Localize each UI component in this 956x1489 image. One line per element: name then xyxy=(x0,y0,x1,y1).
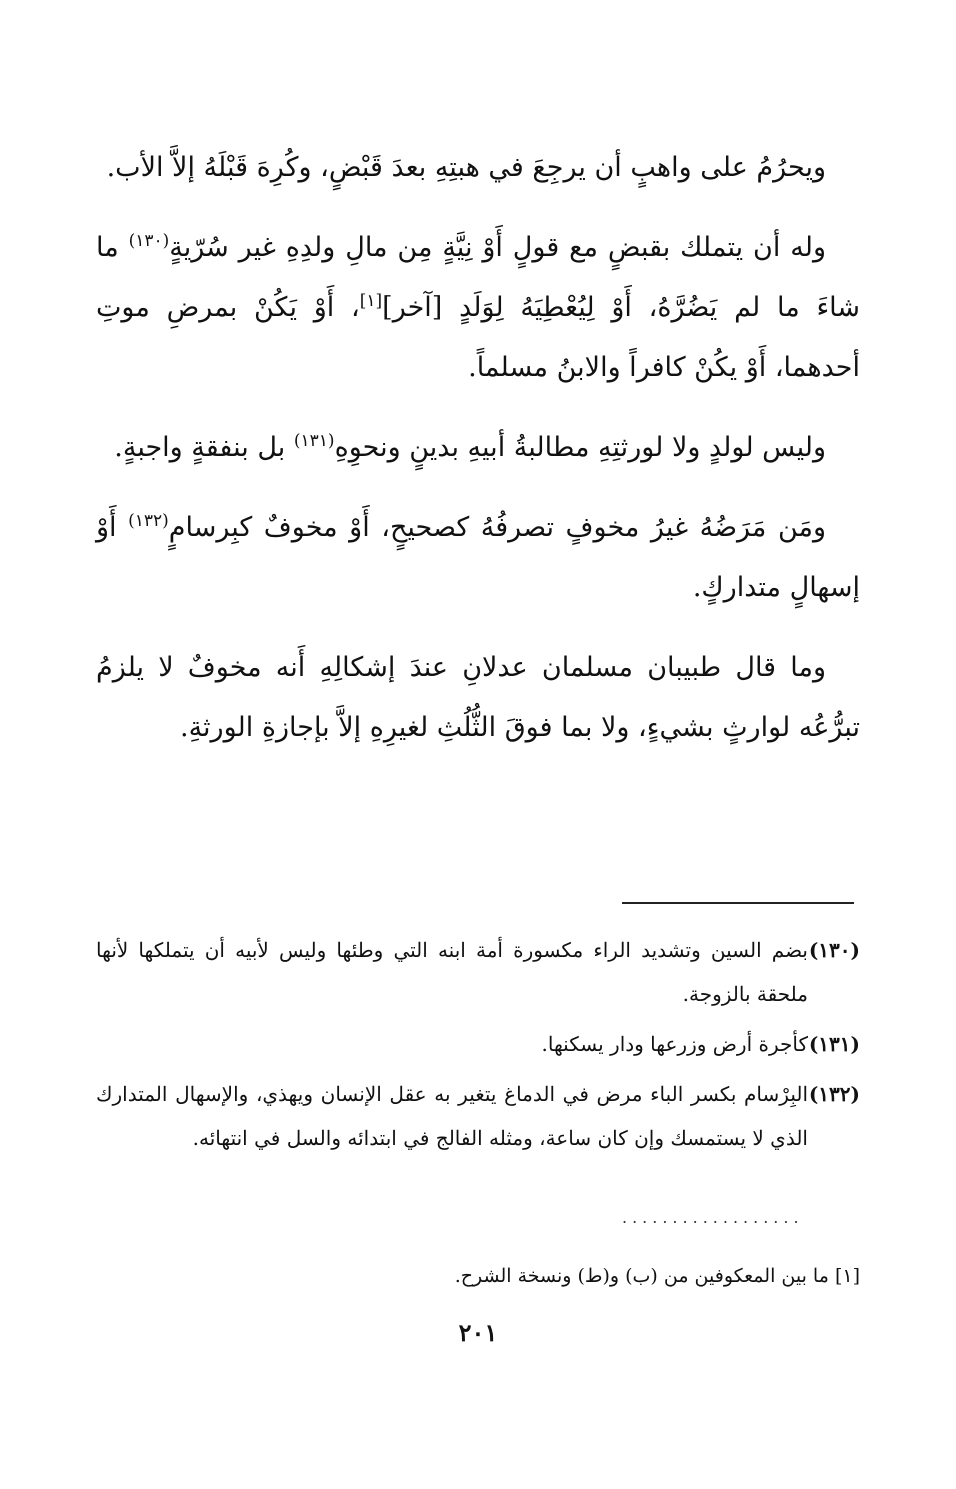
paragraph-father-ownership xyxy=(96,218,860,398)
paragraph-text: ، أَوْ يَكُنْ بمرضِ موتِ أحدهما، أَوْ يكُنْ كافراً والابنُ مسلماً. xyxy=(96,292,860,383)
page-number: ٢٠١ xyxy=(458,1318,498,1347)
editorial-ref-1[interactable]: [١] xyxy=(359,291,383,311)
footnote-132 xyxy=(96,1072,860,1160)
footnote-number: (١٣١) xyxy=(808,1032,860,1056)
paragraph-text: بل بنفقةٍ واجبةٍ. xyxy=(114,432,294,463)
paragraph-text: ويحرُمُ على واهبٍ أن يرجِعَ في هبتِهِ بعدَ قَبْضٍ، وكُرِهَ قَبْلَهُ إلاَّ الأب. xyxy=(106,152,826,183)
paragraph-illness xyxy=(96,498,860,618)
footnote-ref-131[interactable]: (١٣١) xyxy=(293,431,335,451)
footnote-ref-130[interactable]: (١٣٠) xyxy=(128,231,170,251)
editorial-note-text: ما بين المعكوفين من (ب) و(ط) ونسخة الشرح. xyxy=(454,1265,829,1287)
paragraph-text: أَوْ إسهالٍ متداركٍ. xyxy=(96,512,860,603)
editorial-note xyxy=(455,1256,860,1296)
paragraph-text: وله أن يتملك بقبضٍ مع قولٍ أَوْ نِيَّةٍ مِن مالِ ولدِهِ غير سُرّيةٍ xyxy=(169,232,826,263)
paragraph-text: وليس لولدٍ ولا لورثتِهِ مطالبةُ أبيهِ بدينٍ ونحوِهِ xyxy=(334,432,826,463)
footnote-130 xyxy=(96,928,860,1016)
paragraph-child-claims xyxy=(96,418,860,478)
dotted-separator: .................. xyxy=(622,1208,804,1227)
paragraph-gift-revocation xyxy=(96,138,860,198)
footnote-text: البِرْسام بكسر الباء مرض في الدماغ يتغير به عقل الإنسان ويهذي، والإسهال المتدارك الذي لا يستمسك وإن كان ساعة، ومثله الفالج في ابتدائه والسل في انتهائه. xyxy=(96,1082,808,1150)
footnote-text: بضم السين وتشديد الراء مكسورة أمة ابنه التي وطئها وليس لأبيه أن يتملكها لأنها ملحقة بالزوجة. xyxy=(96,938,808,1006)
footnotes xyxy=(96,928,860,1166)
footnote-number: (١٣٠) xyxy=(808,938,860,962)
main-text xyxy=(96,138,860,778)
footnote-number: (١٣٢) xyxy=(808,1082,860,1106)
footnote-ref-132[interactable]: (١٣٢) xyxy=(128,511,169,531)
paragraph-text: وما قال طبيبان مسلمان عدلانِ عندَ إشكالِهِ أَنه مخوفٌ لا يلزمُ تبرُّعُه لوارثٍ بشيءٍ، ولا بما فوقَ الثُّلُثِ لغيرِهِ إلاَّ بإجازةِ الورثةِ. xyxy=(96,652,860,743)
paragraph-physicians xyxy=(96,638,860,758)
editorial-note-number: [١] xyxy=(834,1265,860,1287)
footnote-131 xyxy=(96,1022,860,1066)
footnote-separator-line xyxy=(622,902,854,904)
paragraph-text: ومَن مَرَضُهُ غيرُ مخوفٍ تصرفُهُ كصحيحٍ، أَوْ مخوفٌ كبِرسامٍ xyxy=(168,512,827,543)
footnote-text: كأجرة أرض وزرعها ودار يسكنها. xyxy=(541,1032,808,1056)
paragraph-text: ما شاءَ ما لم يَضُرَّهُ، أَوْ لِيُعْطِيَهُ لِوَلَدٍ [آخر] xyxy=(96,232,861,323)
